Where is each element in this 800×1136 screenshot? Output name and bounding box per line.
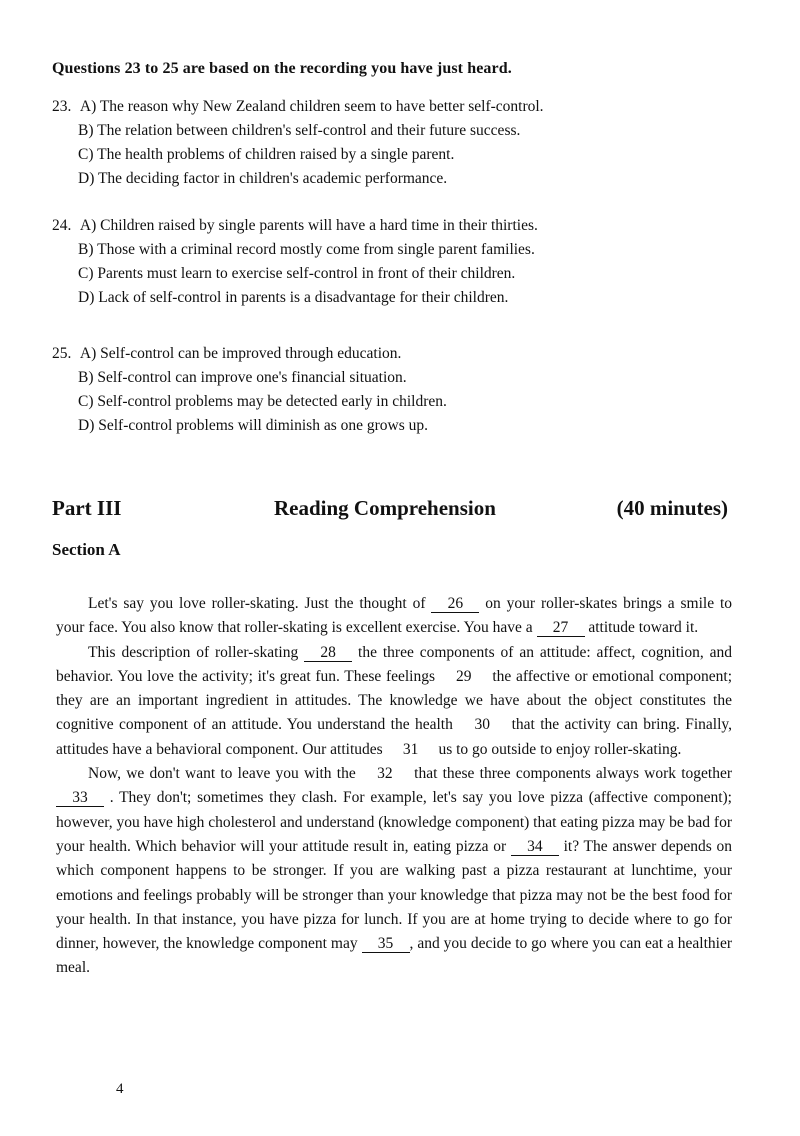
passage-text: This description of roller-skating [88, 643, 299, 661]
blank-31: 31 [402, 740, 419, 758]
question-number: 25. [52, 345, 72, 362]
reading-passage [56, 592, 732, 981]
passage-text: that these three components always work together [414, 765, 733, 783]
listening-instruction: Questions 23 to 25 are based on the recording you have just heard. [52, 60, 512, 77]
option-a: A) Children raised by single parents will have a hard time in their thirties. [79, 217, 538, 234]
passage-text: the affective or emotional component; they are an important ingredient in attitudes. The knowledge we have about the object constitutes the cognitive component of an attitude. You understand the health [56, 667, 732, 734]
blank-34: 34 [511, 838, 559, 856]
passage-text: . They don't; sometimes they clash. For example, let's say you love pizza (affective component); however, you have high cholesterol and understand (knowledge component) that eating pizza may be bad for your health. Which behavior will your attitude result in, eating pizza or [56, 789, 732, 855]
option-d: D) The deciding factor in children's academic performance. [78, 170, 448, 187]
option-c: C) The health problems of children raised by a single parent. [78, 146, 455, 163]
blank-32: 32 [377, 765, 393, 783]
option-a: A) Self-control can be improved through education. [79, 345, 402, 362]
blank-29: 29 [455, 667, 472, 685]
question-number: 23. [52, 98, 72, 115]
passage-text: on your roller-skates brings a smile to your face. You also know that roller-skating is excellent exercise. You have a [56, 595, 733, 637]
part-title: Reading Comprehension [274, 496, 496, 520]
blank-30: 30 [474, 716, 490, 734]
passage-text: us to go outside to enjoy roller-skating. [438, 740, 682, 758]
part-heading [52, 494, 728, 522]
option-c: C) Parents must learn to exercise self-control in front of their children. [78, 265, 516, 282]
option-a: A) The reason why New Zealand children seem to have better self-control. [79, 98, 544, 115]
option-b: B) The relation between children's self-control and their future success. [78, 122, 521, 139]
option-c: C) Self-control problems may be detected early in children. [78, 393, 447, 410]
passage-paragraph-1 [56, 592, 732, 641]
blank-33: 33 [56, 789, 104, 807]
question-24 [52, 214, 772, 310]
part-duration: (40 minutes) [616, 496, 728, 520]
blank-27: 27 [537, 619, 585, 637]
blank-28: 28 [304, 644, 352, 662]
passage-text: Now, we don't want to leave you with the [88, 765, 356, 783]
option-b: B) Self-control can improve one's financial situation. [78, 369, 407, 386]
passage-paragraph-3 [56, 762, 732, 981]
option-b: B) Those with a criminal record mostly come from single parent families. [78, 241, 535, 258]
question-25 [52, 342, 772, 438]
passage-text: Let's say you love roller-skating. Just the thought of [88, 595, 426, 612]
passage-paragraph-2 [56, 641, 732, 762]
part-label: Part III [52, 496, 122, 520]
passage-text: , and you decide to go where you can eat a healthier meal. [56, 935, 733, 977]
blank-35: 35 [362, 935, 410, 953]
passage-text: that the activity can bring. Finally, attitudes have a behavioral component. Our attitudes [56, 716, 732, 758]
page-number: 4 [116, 1081, 124, 1097]
passage-text: attitude toward it. [588, 619, 699, 637]
question-number: 24. [52, 217, 72, 234]
section-heading: Section A [52, 540, 121, 559]
blank-26: 26 [431, 595, 479, 613]
passage-text: it? The answer depends on which component happens to be stronger. If you are walking past a pizza restaurant at lunchtime, your emotions and feelings probably will be stronger than your knowledge that pizza may not be the best food for your health. In that instance, you have pizza for lunch. If you are at home trying to decide where to go for dinner, however, the knowledge component may [56, 837, 732, 953]
option-d: D) Lack of self-control in parents is a disadvantage for their children. [78, 289, 509, 306]
passage-text: the three components of an attitude: affect, cognition, and behavior. You love the activity; it's great fun. These feelings [56, 643, 733, 685]
question-23 [52, 95, 772, 191]
option-d: D) Self-control problems will diminish as one grows up. [78, 417, 428, 434]
